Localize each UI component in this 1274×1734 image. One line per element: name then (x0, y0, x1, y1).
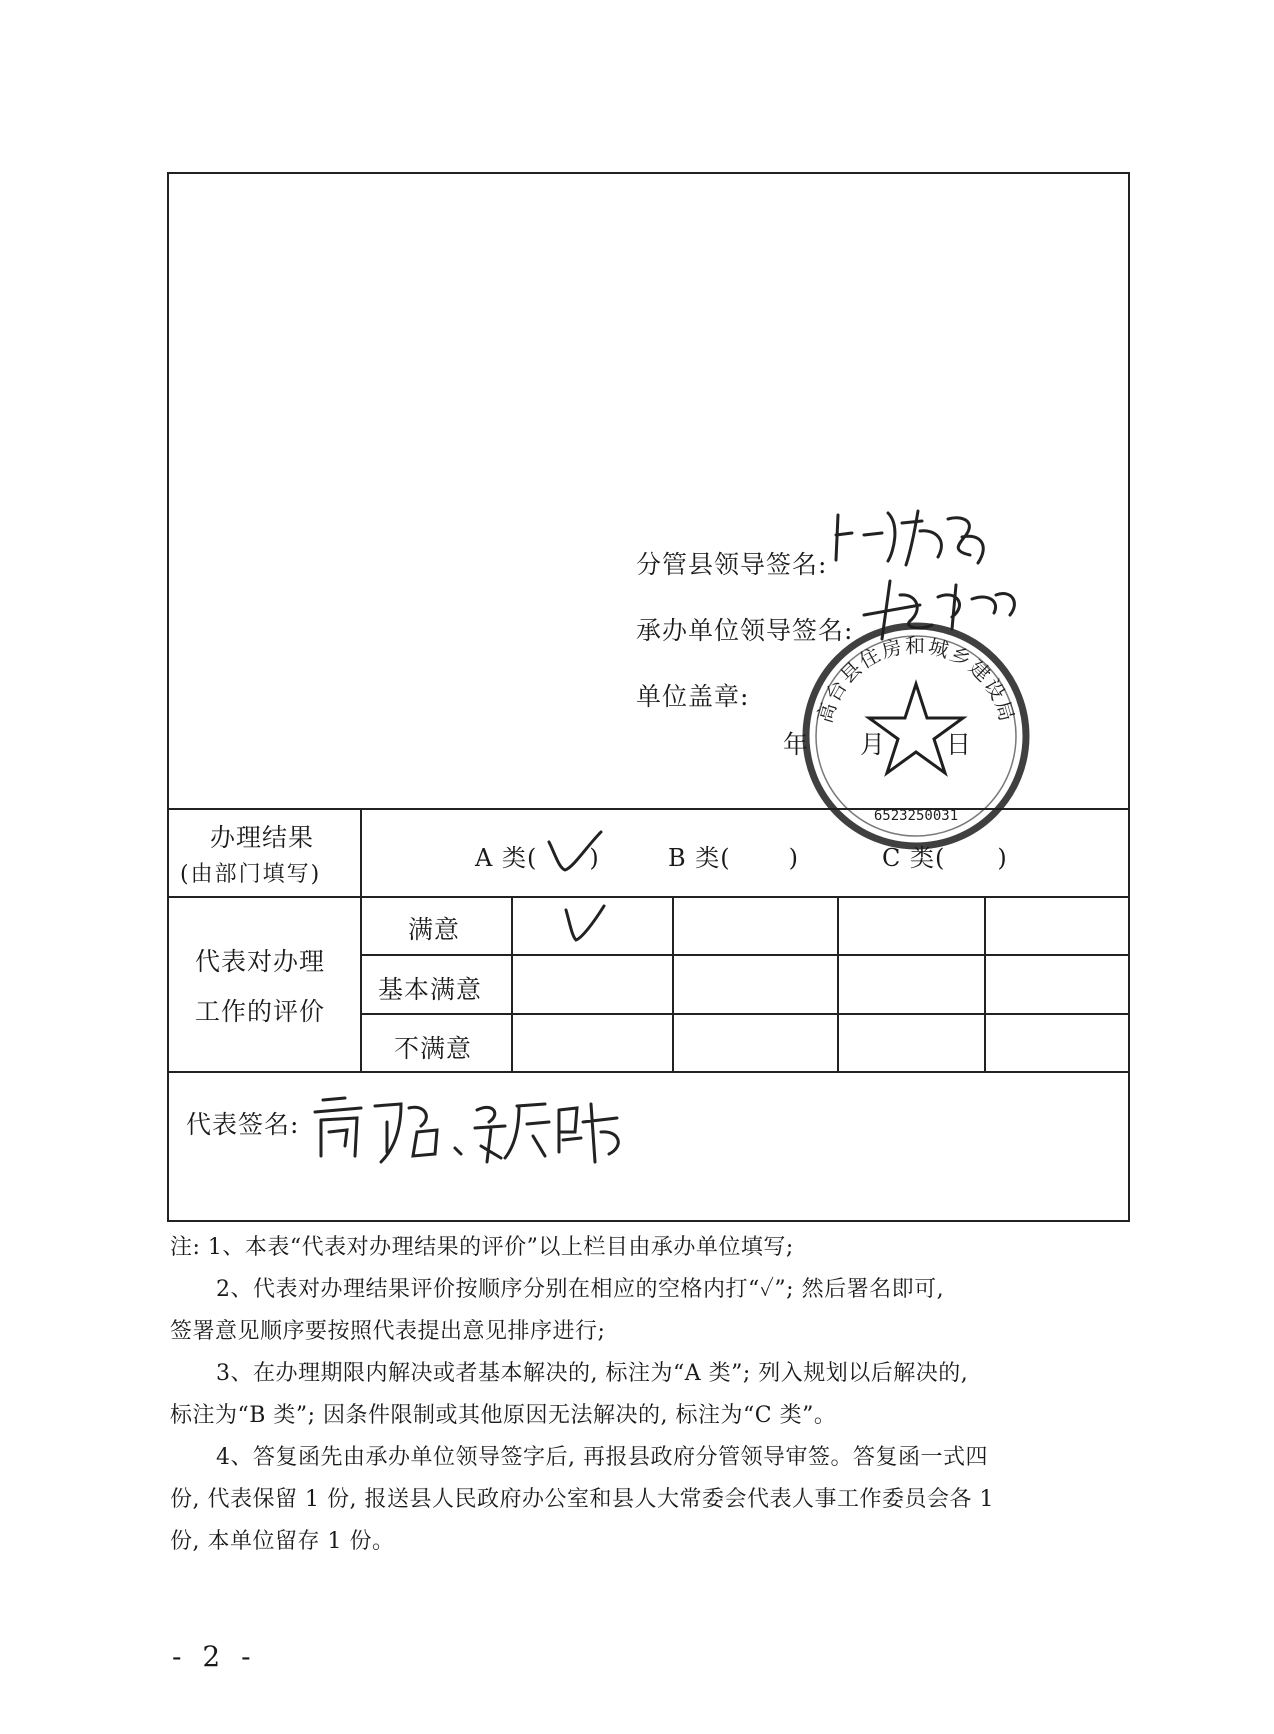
representative-signature-label: 代表签名: (186, 1110, 300, 1139)
result-option-c-label: C 类( (882, 844, 946, 872)
divider-col-1 (511, 896, 513, 1072)
result-option-b[interactable] (668, 838, 799, 873)
divider-col-label (360, 808, 362, 1072)
date-year-label: 年 (783, 730, 810, 759)
evaluation-row-unsatisfied: 不满意 (394, 1034, 473, 1063)
result-option-c[interactable] (882, 838, 1008, 873)
evaluation-cell[interactable] (986, 898, 1128, 954)
result-option-b-close: ) (788, 844, 800, 872)
evaluation-label-line1: 代表对办理 (195, 947, 326, 976)
result-option-a-close: ) (589, 844, 600, 872)
result-option-b-label: B 类( (668, 844, 731, 872)
evaluation-cell[interactable] (839, 898, 983, 954)
evaluation-cell[interactable] (674, 898, 836, 954)
county-leader-signature-label: 分管县领导签名: (636, 550, 828, 579)
divider-eval-row1 (360, 954, 1130, 956)
seal-label: 单位盖章: (636, 682, 750, 711)
county-leader-signature (830, 505, 1030, 575)
note-line-3: 签署意见顺序要按照代表提出意见排序进行; (170, 1319, 606, 1344)
result-option-c-close: ) (997, 844, 1008, 872)
divider-eval-row2 (360, 1013, 1130, 1015)
note-line-8: 份, 本单位留存 1 份。 (170, 1529, 395, 1554)
page-number: - 2 - (172, 1640, 257, 1673)
evaluation-row-satisfied: 满意 (408, 915, 461, 944)
result-option-a-label: A 类( (475, 844, 538, 872)
evaluation-label-line2: 工作的评价 (195, 997, 326, 1026)
result-option-a-check-mark (545, 828, 605, 876)
representative-signature (305, 1092, 645, 1172)
seal-number: 6523250031 (873, 808, 959, 824)
result-sublabel: (由部门填写) (180, 862, 322, 887)
note-line-5: 标注为“B 类”; 因条件限制或其他原因无法解决的, 标注为“C 类”。 (170, 1403, 837, 1428)
note-line-2: 2、代表对办理结果评价按顺序分别在相应的空格内打“✓”; 然后署名即可, (216, 1277, 945, 1302)
evaluation-check-mark (560, 902, 610, 948)
official-seal (800, 620, 1032, 852)
note-line-1: 注: 1、本表“代表对办理结果的评价”以上栏目由承办单位填写; (170, 1235, 794, 1260)
seal-text: 高台县住房和城乡建设局 (812, 633, 1020, 726)
note-line-6: 4、答复函先由承办单位领导签字后, 再报县政府分管领导审签。答复函一式四 (216, 1445, 988, 1470)
unit-leader-signature-label: 承办单位领导签名: (636, 616, 854, 645)
note-line-4: 3、在办理期限内解决或者基本解决的, 标注为“A 类”; 列入规划以后解决的, (216, 1361, 969, 1386)
note-line-7: 份, 代表保留 1 份, 报送县人民政府办公室和县人大常委会代表人事工作委员会各 1 (170, 1487, 994, 1512)
evaluation-row-basically-satisfied: 基本满意 (378, 975, 483, 1004)
result-label: 办理结果 (210, 823, 315, 852)
date-month-label: 月 (860, 730, 887, 759)
date-day-label: 日 (946, 730, 973, 759)
